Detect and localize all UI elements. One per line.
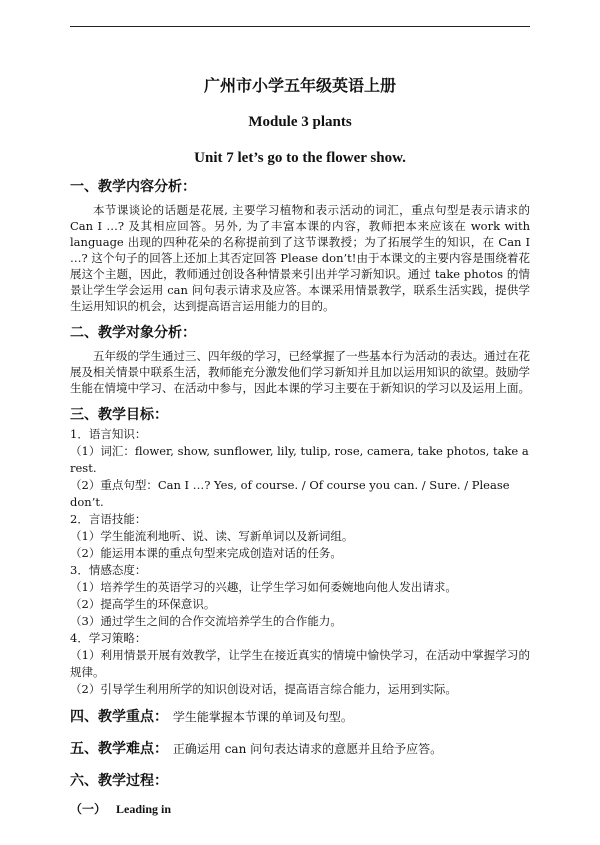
- objective-line: （1）培养学生的英语学习的兴趣，让学生学习如何委婉地向他人发出请求。: [70, 580, 457, 594]
- section-heading-objectives: 三、教学目标：: [70, 407, 168, 423]
- document-title: 广州市小学五年级英语上册: [203, 76, 396, 95]
- objective-line: 4．学习策略：: [70, 631, 147, 645]
- process-subsection: [70, 800, 530, 818]
- module-title: Module 3 plants: [248, 114, 352, 130]
- objective-line: （1）利用情景开展有效教学，让学生在接近真实的情境中愉快学习，在活动中掌握学习的规律。: [70, 648, 530, 679]
- key-points-text: 学生能掌握本节课的单词及句型。: [172, 710, 353, 724]
- objective-line: 1．语言知识：: [70, 427, 147, 441]
- section-heading-process: 六、教学过程：: [70, 773, 168, 789]
- objective-line: （3）通过学生之间的合作交流培养学生的合作能力。: [70, 614, 342, 628]
- document-page: [70, 76, 530, 818]
- header-rule: [70, 26, 530, 27]
- objectives-list: [70, 426, 530, 698]
- objective-line: （2）提高学生的环保意识。: [70, 597, 216, 611]
- objective-line: 2．言语技能：: [70, 512, 147, 526]
- section-heading-key-points: 四、教学重点：: [70, 709, 168, 725]
- section-difficulties: [70, 738, 530, 760]
- content-analysis-paragraph: 本节课谈论的话题是花展, 主要学习植物和表示活动的词汇，重点句型是表示请求的 Can I …? 及其相应回答。另外, 为了丰富本课的内容，教师把本来应该在 work with language 出现的四种花朵的名称提前到了这节课教授；为了拓展学生的知识，在 Can I …? 这个句子的回答上还加上其否定回答 Please don’t!由于本课文的主要内容是围绕着花展这个主题，因此，教师通过创设各种情景来引出并学习新知识。通过 take photos 的情景让学生学会运用 can 问句表示请求及应答。本课采用情景教学，联系生活实践，提供学生运用知识的机会，达到提高语言运用能力的目的。: [70, 203, 530, 313]
- subsection-title: Leading in: [116, 802, 172, 816]
- section-heading-difficulties: 五、教学难点：: [70, 741, 168, 757]
- objective-line: （1）词汇：flower, show, sunflower, lily, tulip, rose, camera, take photos, take a rest.: [70, 444, 529, 475]
- subsection-number: （一）: [70, 802, 107, 816]
- objective-line: （2）重点句型：Can I …? Yes, of course. / Of course you can. / Sure. / Please don’t.: [70, 478, 510, 509]
- objective-line: （2）能运用本课的重点句型来完成创造对话的任务。: [70, 546, 342, 560]
- section-heading-student-analysis: 二、教学对象分析：: [70, 325, 196, 341]
- objective-line: 3．情感态度：: [70, 563, 147, 577]
- objective-line: （1）学生能流利地听、说、读、写新单词以及新词组。: [70, 529, 354, 543]
- section-key-points: [70, 706, 530, 728]
- student-analysis-paragraph: 五年级的学生通过三、四年级的学习，已经掌握了一些基本行为活动的表达。通过在花展及相关情景中联系生活，教师能充分激发他们学习新知并且加以运用知识的欲望。鼓励学生能在情境中学习、在活动中参与，因此本课的学习主要在于新知识的学习以及运用上面。: [70, 349, 530, 395]
- section-heading-content-analysis: 一、教学内容分析：: [70, 179, 196, 195]
- objective-line: （2）引导学生利用所学的知识创设对话，提高语言综合能力，运用到实际。: [70, 682, 457, 696]
- unit-title: Unit 7 let’s go to the flower show.: [194, 150, 406, 166]
- difficulties-text: 正确运用 can 问句表达请求的意愿并且给予应答。: [172, 742, 443, 756]
